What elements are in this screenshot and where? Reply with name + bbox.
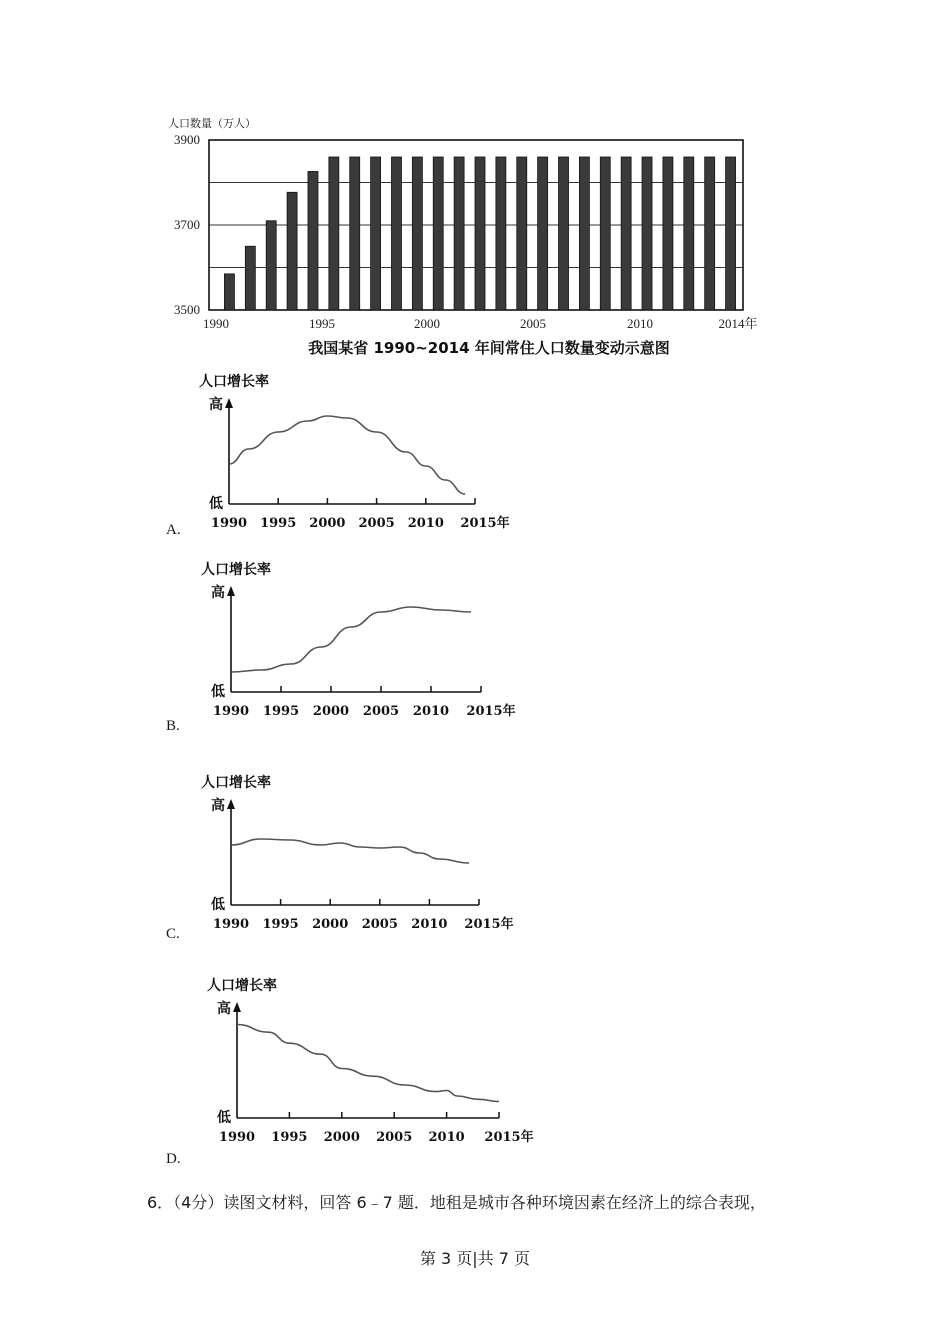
bar-2009 xyxy=(621,157,631,310)
y-axis-title: 人口增长率 xyxy=(201,775,271,791)
x-tick-label: 2000 xyxy=(323,1130,360,1145)
x-tick-label: 2010 xyxy=(412,704,450,719)
x-tick-label: 1990 xyxy=(203,316,229,331)
y-axis-arrow xyxy=(233,1002,241,1012)
y-axis-label: 人口数量（万人） xyxy=(168,117,256,130)
x-tick-label: 2014年 xyxy=(718,316,758,331)
population-bar-chart xyxy=(0,110,950,360)
y-axis-arrow xyxy=(225,398,233,408)
x-tick-label: 1990 xyxy=(218,1130,256,1145)
y-axis-low-label: 低 xyxy=(217,1110,231,1126)
x-tick-label: 2015年 xyxy=(484,1130,534,1145)
y-axis-arrow xyxy=(227,586,235,596)
y-axis-high-label: 高 xyxy=(209,397,223,413)
bar-2008 xyxy=(600,157,610,310)
growth-rate-line xyxy=(231,607,471,672)
bar-2003 xyxy=(496,157,506,310)
bar-2012 xyxy=(684,157,694,310)
option-c-chart xyxy=(0,765,950,935)
bar-2002 xyxy=(475,157,485,310)
bar-2013 xyxy=(705,157,715,310)
y-axis-low-label: 低 xyxy=(211,684,225,700)
bar-2000 xyxy=(433,157,443,310)
y-axis-high-label: 高 xyxy=(217,1001,231,1017)
x-tick-label: 1995 xyxy=(309,316,335,331)
bar-2006 xyxy=(559,157,569,310)
y-axis-arrow xyxy=(227,799,235,809)
y-axis-high-label: 高 xyxy=(211,585,225,601)
y-tick-label: 3500 xyxy=(174,302,200,317)
y-axis-title: 人口增长率 xyxy=(199,374,269,390)
x-tick-label: 2010 xyxy=(428,1130,465,1145)
bar-1994 xyxy=(308,171,318,310)
y-axis-low-label: 低 xyxy=(211,897,225,913)
x-tick-label: 2000 xyxy=(309,516,346,531)
chart-title: 我国某省 1990~2014 年间常住人口数量变动示意图 xyxy=(308,339,670,357)
x-tick-label: 2010 xyxy=(407,516,444,531)
x-tick-label: 2005 xyxy=(520,316,546,331)
bar-2011 xyxy=(663,157,673,310)
x-tick-label: 2005 xyxy=(361,917,398,932)
bar-1991 xyxy=(245,246,255,310)
option-d-chart xyxy=(0,975,950,1165)
bar-2005 xyxy=(538,157,548,310)
x-tick-label: 2015年 xyxy=(466,704,516,719)
option-b-label: B. xyxy=(166,718,180,734)
y-axis-title: 人口增长率 xyxy=(201,562,271,578)
growth-rate-line xyxy=(229,416,465,494)
x-tick-label: 2010 xyxy=(411,917,448,932)
bar-2014 xyxy=(726,157,736,310)
bar-1996 xyxy=(350,157,360,310)
bar-1992 xyxy=(266,221,276,310)
growth-rate-line xyxy=(231,839,469,863)
bar-1998 xyxy=(391,157,401,310)
x-tick-label: 2000 xyxy=(312,704,350,719)
y-axis-low-label: 低 xyxy=(209,496,223,512)
bar-1999 xyxy=(412,157,422,310)
y-axis-high-label: 高 xyxy=(211,798,225,814)
x-tick-label: 1995 xyxy=(271,1130,308,1145)
option-c-label: C. xyxy=(166,926,180,942)
option-b-chart xyxy=(0,560,950,730)
bar-1993 xyxy=(287,192,297,310)
option-a-chart xyxy=(0,370,950,540)
x-tick-label: 2000 xyxy=(414,316,440,331)
x-tick-label: 2005 xyxy=(376,1130,413,1145)
option-a-label: A. xyxy=(166,522,181,538)
x-tick-label: 2005 xyxy=(358,516,395,531)
question-text: 6．（4分）读图文材料，回答 6﹣7 题．地租是城市各种环境因素在经济上的综合表现， xyxy=(147,1193,766,1212)
bar-2010 xyxy=(642,157,652,310)
x-tick-label: 2000 xyxy=(312,917,349,932)
x-tick-label: 2010 xyxy=(627,316,653,331)
x-tick-label: 1990 xyxy=(212,704,250,719)
bar-1995 xyxy=(329,157,339,310)
y-tick-label: 3900 xyxy=(174,132,200,147)
page-footer: 第 3 页|共 7 页 xyxy=(419,1249,531,1268)
y-axis-title: 人口增长率 xyxy=(207,978,277,994)
option-d-label: D. xyxy=(166,1151,181,1167)
y-tick-label: 3700 xyxy=(174,217,200,232)
x-tick-label: 1995 xyxy=(260,516,297,531)
bar-2001 xyxy=(454,157,464,310)
bar-1990 xyxy=(224,274,234,310)
growth-rate-line xyxy=(237,1025,499,1102)
bar-1997 xyxy=(371,157,381,310)
x-tick-label: 1995 xyxy=(262,917,299,932)
x-tick-label: 1995 xyxy=(262,704,300,719)
x-tick-label: 1990 xyxy=(212,917,250,932)
bar-2004 xyxy=(517,157,527,310)
x-tick-label: 1990 xyxy=(210,516,248,531)
x-tick-label: 2005 xyxy=(362,704,400,719)
x-tick-label: 2015年 xyxy=(464,917,514,932)
x-tick-label: 2015年 xyxy=(460,516,510,531)
bar-2007 xyxy=(579,157,589,310)
